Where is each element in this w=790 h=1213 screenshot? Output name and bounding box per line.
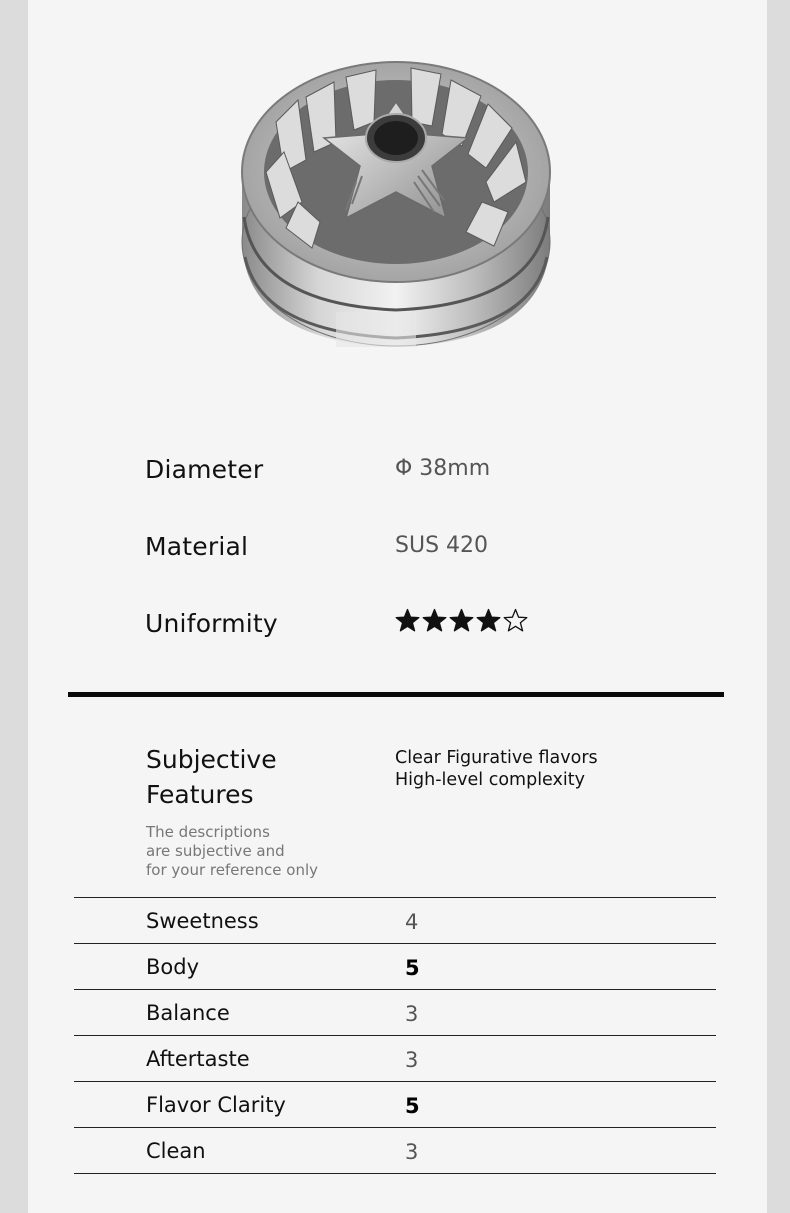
- rating-value: 5: [405, 1094, 420, 1118]
- rating-label: Aftertaste: [146, 1047, 250, 1071]
- star-filled-icon: [395, 608, 420, 633]
- conical-burr-image: [236, 42, 556, 360]
- star-filled-icon: [476, 608, 501, 633]
- section-divider: [68, 692, 724, 697]
- rating-label: Flavor Clarity: [146, 1093, 286, 1117]
- uniformity-label: Uniformity: [145, 609, 278, 638]
- material-value: SUS 420: [395, 533, 489, 558]
- star-outline-icon: [503, 608, 528, 633]
- product-spec-card: [28, 0, 767, 1213]
- rating-value: 4: [405, 910, 419, 934]
- subjective-features-heading: [146, 742, 346, 812]
- flavor-description-line: High-level complexity: [395, 770, 585, 790]
- flavor-ratings-table: [74, 897, 716, 1174]
- table-row: [74, 1035, 716, 1081]
- rating-value: 5: [405, 956, 420, 980]
- subjective-disclaimer: [146, 823, 366, 880]
- material-label: Material: [145, 532, 249, 561]
- table-row: [74, 1081, 716, 1127]
- rating-value: 3: [405, 1002, 419, 1026]
- disclaimer-line: are subjective and: [146, 842, 285, 860]
- rating-value: 3: [405, 1140, 419, 1164]
- rating-value: 3: [405, 1048, 419, 1072]
- table-row: [74, 1127, 716, 1174]
- table-row: [74, 943, 716, 989]
- rating-label: Body: [146, 955, 200, 979]
- star-filled-icon: [422, 608, 447, 633]
- rating-label: Balance: [146, 1001, 230, 1025]
- subjective-title-line: Subjective: [146, 745, 277, 774]
- flavor-description-line: Clear Figurative flavors: [395, 748, 598, 768]
- diameter-label: Diameter: [145, 455, 264, 484]
- star-filled-icon: [449, 608, 474, 633]
- disclaimer-line: The descriptions: [146, 823, 270, 841]
- diameter-value: Φ 38mm: [395, 456, 491, 481]
- subjective-title-line: Features: [146, 780, 254, 809]
- rating-label: Clean: [146, 1139, 206, 1163]
- table-row: [74, 897, 716, 943]
- rating-label: Sweetness: [146, 909, 259, 933]
- uniformity-rating: [395, 608, 528, 633]
- flavor-description: [395, 747, 695, 791]
- table-row: [74, 989, 716, 1035]
- disclaimer-line: for your reference only: [146, 861, 319, 879]
